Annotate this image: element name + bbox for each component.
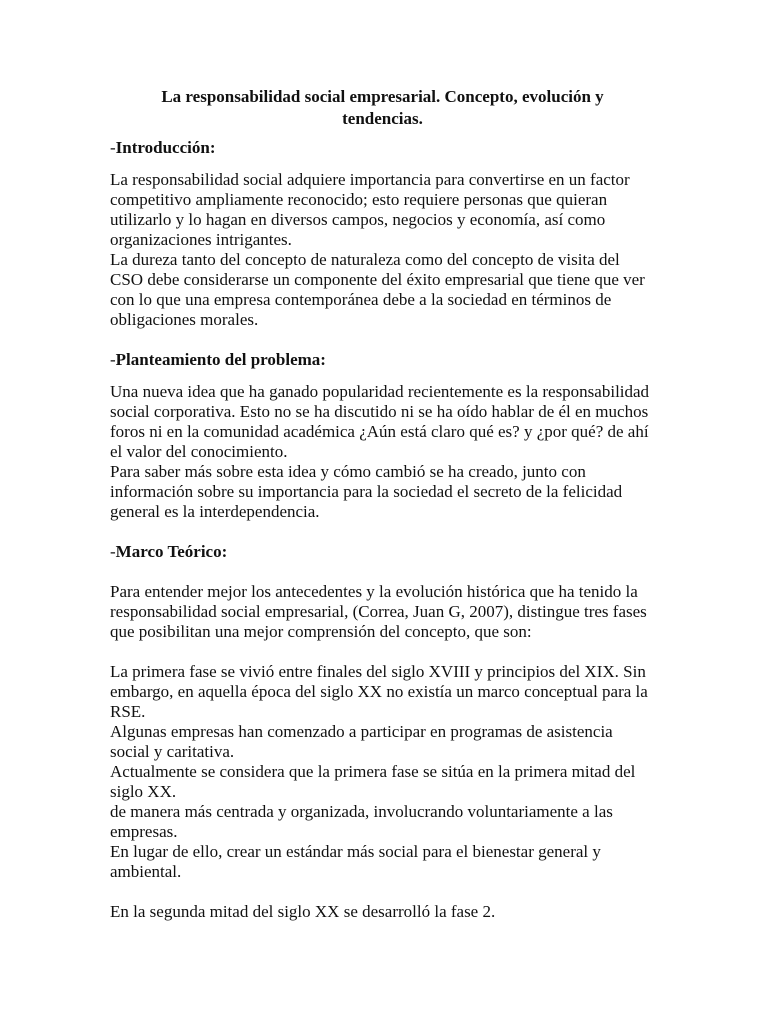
heading-prefix: -: [110, 542, 116, 561]
paragraph: Algunas empresas han comenzado a participar en programas de asistencia social y caritativa.: [110, 722, 613, 761]
heading-text: Marco Teórico:: [115, 542, 228, 561]
heading-text: Planteamiento del problema:: [115, 350, 326, 369]
document-title: La responsabilidad social empresarial. Concepto, evolución y tendencias.: [161, 87, 604, 128]
paragraph: En la segunda mitad del siglo XX se desarrolló la fase 2.: [110, 902, 496, 921]
paragraph: La primera fase se vivió entre finales del siglo XVIII y principios del XIX. Sin embargo, en aquella época del siglo XX no existía un marco conceptual para la RSE.: [110, 662, 648, 721]
paragraph: La responsabilidad social adquiere importancia para convertirse en un factor competitivo ampliamente reconocido; esto requiere personas que quieran utilizarlo y lo hagan en diversos campos, negocios y economía, así como organizaciones intrigantes.: [110, 170, 630, 249]
heading-prefix: -: [110, 138, 116, 157]
heading-text: Introducción:: [115, 138, 216, 157]
section-heading-marco-teorico: [110, 542, 655, 562]
paragraph: En lugar de ello, crear un estándar más social para el bienestar general y ambiental.: [110, 842, 601, 881]
paragraph: Para saber más sobre esta idea y cómo cambió se ha creado, junto con información sobre su importancia para la sociedad el secreto de la felicidad general es la interdependencia.: [110, 462, 623, 521]
paragraph: Una nueva idea que ha ganado popularidad recientemente es la responsabilidad social corporativa. Esto no se ha discutido ni se ha oído hablar de él en muchos foros ni en la comunidad académica ¿Aún está claro qué es? y ¿por qué? de ahí el valor del conocimiento.: [110, 382, 650, 461]
paragraph: de manera más centrada y organizada, involucrando voluntariamente a las empresas.: [110, 802, 613, 841]
document-page: [110, 86, 655, 922]
paragraph: Para entender mejor los antecedentes y la evolución histórica que ha tenido la responsabilidad social empresarial, (Correa, Juan G, 2007), distingue tres fases que posibilitan una mejor comprensión del concepto, que son:: [110, 582, 647, 641]
heading-prefix: -: [110, 350, 116, 369]
paragraph: Actualmente se considera que la primera fase se sitúa en la primera mitad del siglo XX.: [110, 762, 636, 801]
section-heading-introduccion: [110, 138, 655, 158]
section-heading-planteamiento: [110, 350, 655, 370]
paragraph: La dureza tanto del concepto de naturaleza como del concepto de visita del CSO debe considerarse un componente del éxito empresarial que tiene que ver con lo que una empresa contemporánea debe a la sociedad en términos de obligaciones morales.: [110, 250, 645, 329]
